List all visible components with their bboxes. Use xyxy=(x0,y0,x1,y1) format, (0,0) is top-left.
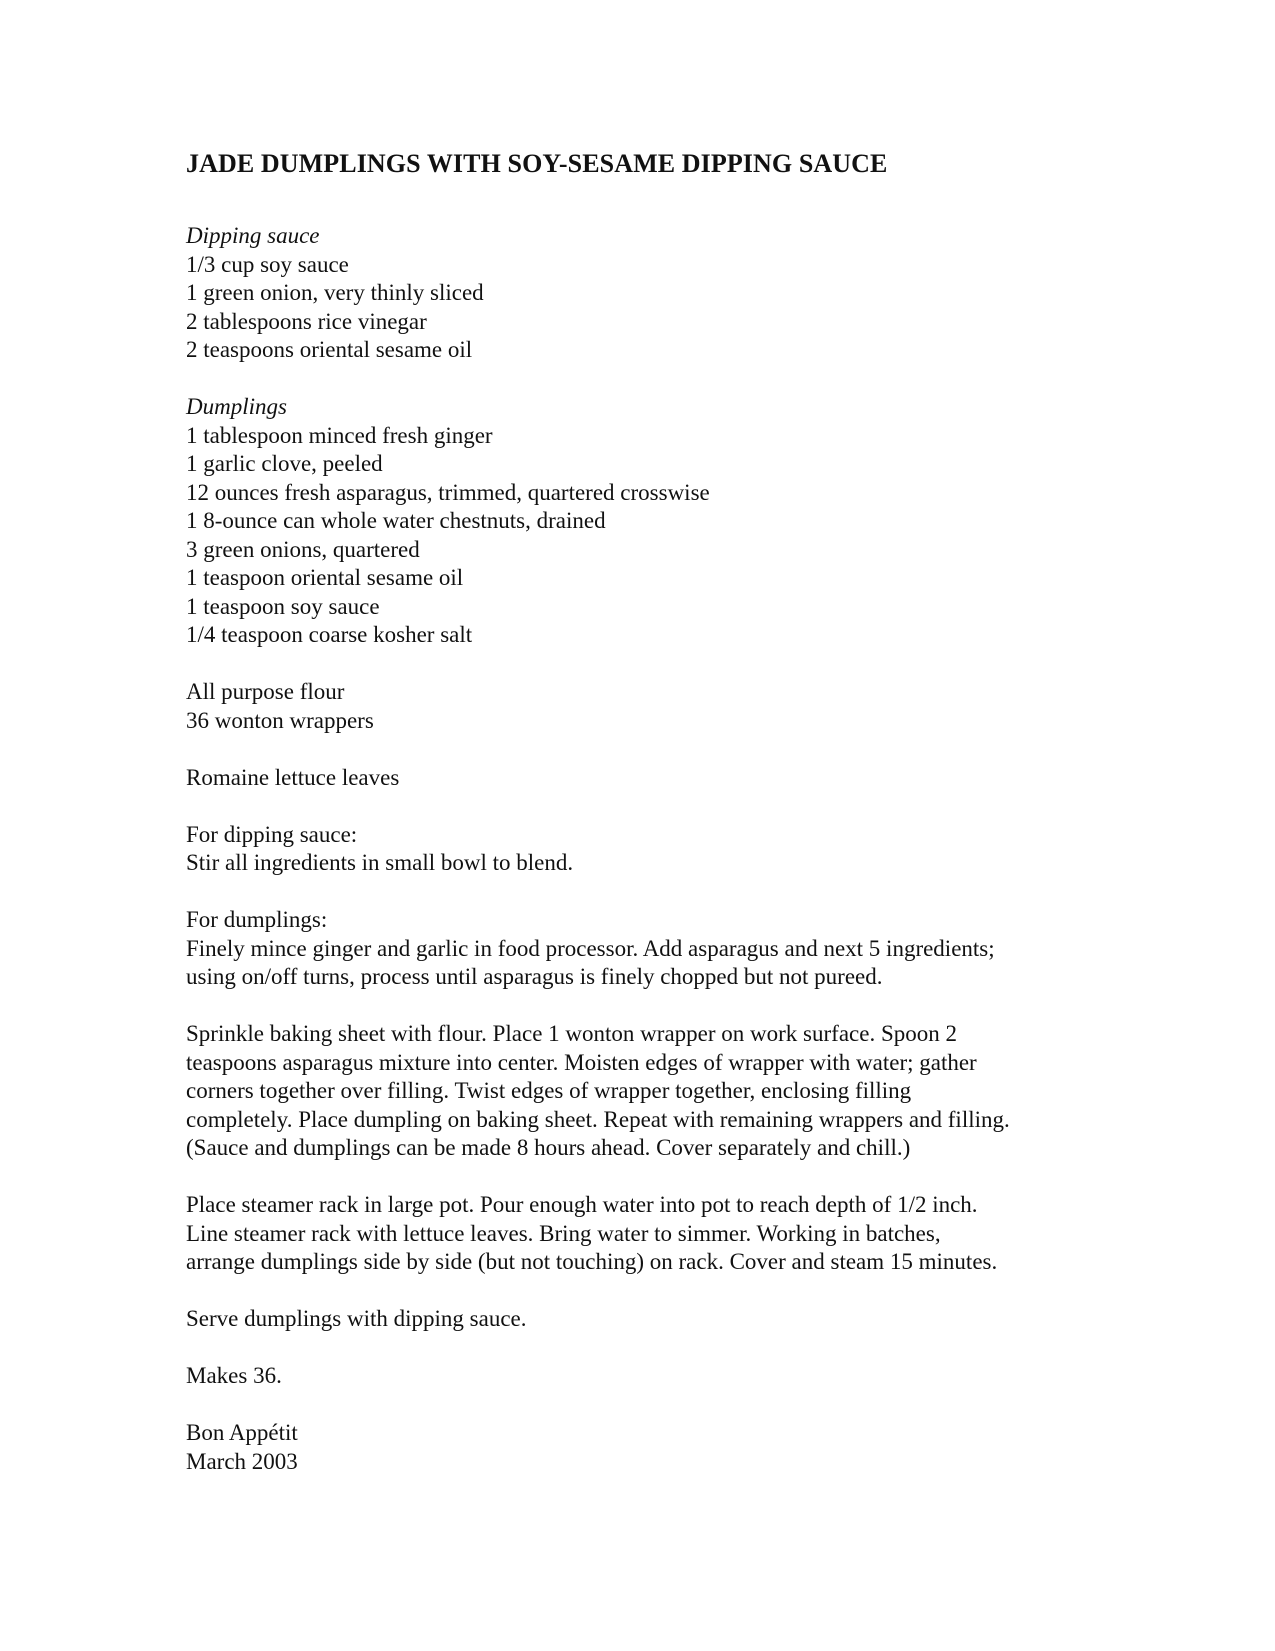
garnish-ingredients xyxy=(186,764,1086,793)
assemble-instructions xyxy=(186,1020,1086,1163)
dumplings-heading: Dumplings xyxy=(186,394,287,419)
instruction-line: (Sauce and dumplings can be made 8 hours ahead. Cover separately and chill.) xyxy=(186,1135,911,1160)
instruction-line: using on/off turns, process until asparagus is finely chopped but not pureed. xyxy=(186,964,883,989)
ingredient-item: 3 green onions, quartered xyxy=(186,536,420,562)
instruction-line: arrange dumplings side by side (but not touching) on rack. Cover and steam 15 minutes. xyxy=(186,1249,998,1274)
dipping-sauce-ingredients xyxy=(186,222,1086,365)
instruction-line: Place steamer rack in large pot. Pour enough water into pot to reach depth of 1/2 inch. xyxy=(186,1192,978,1217)
yield xyxy=(186,1362,1086,1391)
ingredient-item: 1 teaspoon oriental sesame oil xyxy=(186,565,464,590)
instruction-line: Sprinkle baking sheet with flour. Place 1 wonton wrapper on work surface. Spoon 2 xyxy=(186,1021,957,1046)
sauce-instructions-heading: For dipping sauce: xyxy=(186,821,358,847)
ingredient-item: 1 green onion, very thinly sliced xyxy=(186,280,484,305)
dumplings-instructions-heading: For dumplings: xyxy=(186,907,328,932)
serve-text: Serve dumplings with dipping sauce. xyxy=(186,1306,527,1331)
ingredient-item: 1/3 cup soy sauce xyxy=(186,251,349,277)
dumplings-instructions xyxy=(186,906,1086,992)
ingredient-item: 1 teaspoon soy sauce xyxy=(186,593,380,619)
instruction-line: Line steamer rack with lettuce leaves. Bring water to simmer. Working in batches, xyxy=(186,1220,941,1246)
recipe-page xyxy=(186,148,1086,1505)
ingredient-item: 2 teaspoons oriental sesame oil xyxy=(186,337,473,362)
instruction-line: completely. Place dumpling on baking sheet. Repeat with remaining wrappers and filling. xyxy=(186,1106,1010,1132)
wrapping-ingredients xyxy=(186,678,1086,735)
source-publication: Bon Appétit xyxy=(186,1420,298,1445)
ingredient-item: Romaine lettuce leaves xyxy=(186,764,400,790)
steam-instructions xyxy=(186,1191,1086,1277)
ingredient-item: 1/4 teaspoon coarse kosher salt xyxy=(186,622,473,647)
ingredient-item: All purpose flour xyxy=(186,679,345,704)
ingredient-item: 1 garlic clove, peeled xyxy=(186,451,383,476)
ingredient-item: 36 wonton wrappers xyxy=(186,707,374,733)
source-date: March 2003 xyxy=(186,1448,298,1474)
source-credit xyxy=(186,1419,1086,1476)
yield-text: Makes 36. xyxy=(186,1363,282,1388)
serve-instructions xyxy=(186,1305,1086,1334)
ingredient-item: 1 8-ounce can whole water chestnuts, drained xyxy=(186,508,606,533)
recipe-title: JADE DUMPLINGS WITH SOY-SESAME DIPPING SAUCE xyxy=(186,149,888,178)
ingredient-item: 2 tablespoons rice vinegar xyxy=(186,308,427,334)
dipping-sauce-heading: Dipping sauce xyxy=(186,223,320,248)
dumplings-ingredients xyxy=(186,393,1086,650)
ingredient-item: 1 tablespoon minced fresh ginger xyxy=(186,422,493,448)
sauce-instructions xyxy=(186,821,1086,878)
instruction-line: corners together over filling. Twist edges of wrapper together, enclosing filling xyxy=(186,1078,912,1103)
sauce-instructions-text: Stir all ingredients in small bowl to blend. xyxy=(186,850,574,875)
ingredient-item: 12 ounces fresh asparagus, trimmed, quartered crosswise xyxy=(186,479,710,505)
instruction-line: Finely mince ginger and garlic in food processor. Add asparagus and next 5 ingredients; xyxy=(186,935,995,961)
instruction-line: teaspoons asparagus mixture into center. Moisten edges of wrapper with water; gather xyxy=(186,1049,977,1075)
